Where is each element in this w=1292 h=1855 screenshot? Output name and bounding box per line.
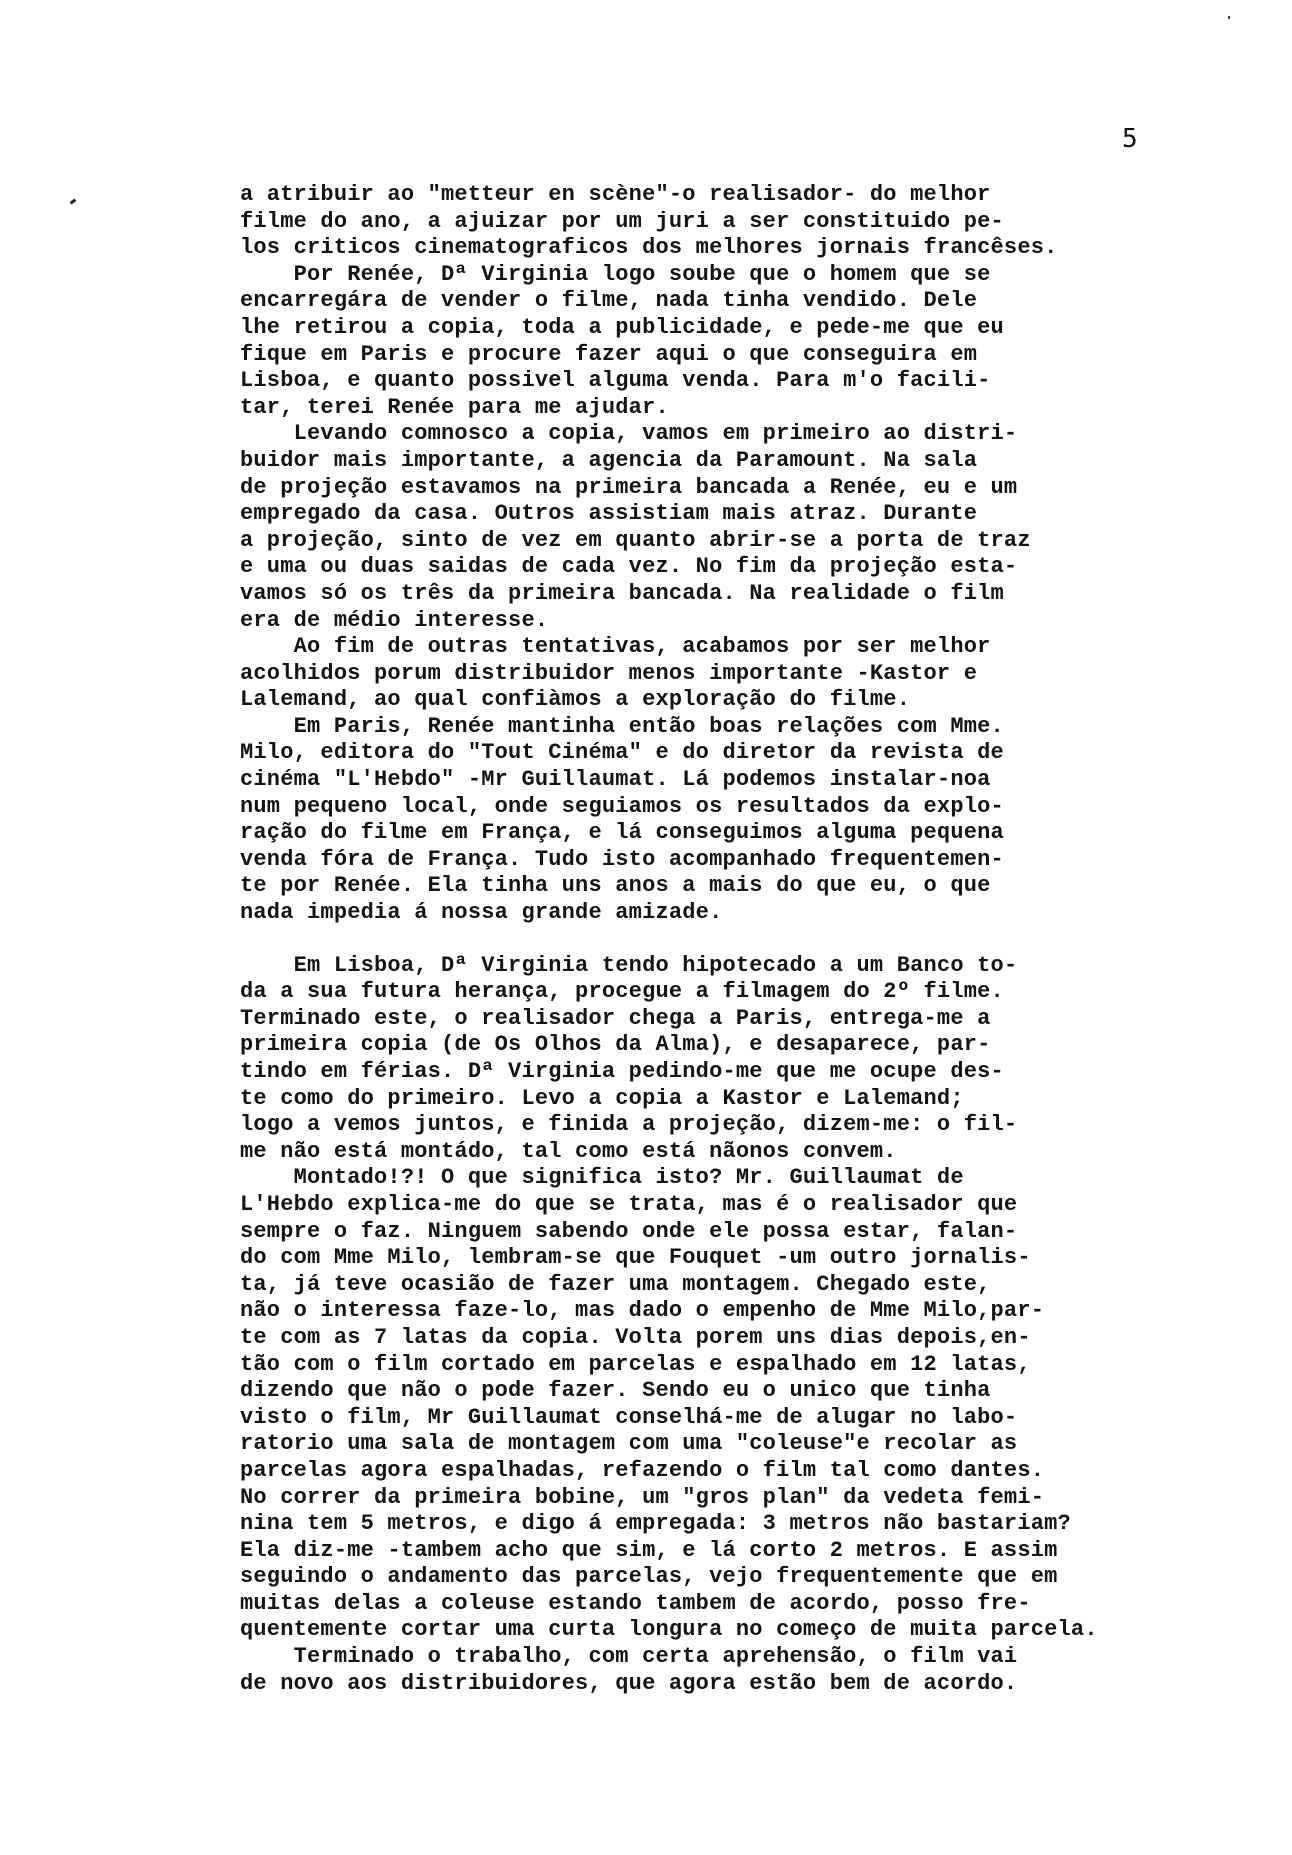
text-line: Em Paris, Renée mantinha então boas relações com Mme. xyxy=(240,713,1004,739)
text-line: não o interessa faze-lo, mas dado o empenho de Mme Milo,par- xyxy=(240,1298,1045,1324)
text-line: tindo em férias. Dª Virginia pedindo-me que me ocupe des- xyxy=(240,1059,1004,1084)
page-number: 5 xyxy=(1122,124,1138,154)
text-line: ta, já teve ocasião de fazer uma montagem. Chegado este, xyxy=(240,1271,991,1297)
text-line: de projeção estavamos na primeira bancada a Renée, eu e um xyxy=(240,474,1018,500)
text-line: sempre o faz. Ninguem sabendo onde ele possa estar, falan- xyxy=(240,1218,1018,1244)
text-line: Lalemand, ao qual confiàmos a exploração do filme. xyxy=(240,687,911,713)
body-text xyxy=(240,182,1250,1697)
text-line: Milo, editora do "Tout Cinéma" e do diretor da revista de xyxy=(240,740,1004,766)
text-line: tão com o film cortado em parcelas e espalhado em 12 latas, xyxy=(240,1351,1031,1377)
text-line: num pequeno local, onde seguiamos os resultados da explo- xyxy=(240,793,1004,819)
text-line: parcelas agora espalhadas, refazendo o film tal como dantes. xyxy=(240,1457,1045,1483)
text-line: muitas delas a coleuse estando tambem de acordo, posso fre- xyxy=(240,1590,1031,1616)
text-line: venda fóra de França. Tudo isto acompanhado frequentemen- xyxy=(240,846,1004,872)
paragraph-gap xyxy=(240,927,1250,953)
text-line: Em Lisboa, Dª Virginia tendo hipotecado a um Banco to- xyxy=(240,952,1018,978)
text-line: visto o film, Mr Guillaumat conselhá-me de alugar no labo- xyxy=(240,1404,1018,1430)
text-line: Terminado o trabalho, com certa aprehensão, o film vai xyxy=(240,1644,1018,1670)
text-line: los criticos cinematograficos dos melhores jornais francêses. xyxy=(240,235,1058,261)
text-line: a atribuir ao "metteur en scène"-o realisador- do melhor xyxy=(240,182,991,207)
text-line: acolhidos porum distribuidor menos importante -Kastor e xyxy=(240,660,978,686)
text-line: empregado da casa. Outros assistiam mais atraz. Durante xyxy=(240,501,978,527)
text-line: Por Renée, Dª Virginia logo soube que o homem que se xyxy=(240,261,991,287)
text-line: ratorio uma sala de montagem com uma "coleuse"e recolar as xyxy=(240,1431,1018,1457)
scan-speck xyxy=(1228,16,1230,19)
text-line: filme do ano, a ajuizar por um juri a ser constituido pe- xyxy=(240,208,1004,234)
margin-mark xyxy=(70,199,77,205)
text-line: te com as 7 latas da copia. Volta porem uns dias depois,en- xyxy=(240,1324,1031,1350)
text-line: a projeção, sinto de vez em quanto abrir-se a porta de traz xyxy=(240,527,1031,553)
text-line: e uma ou duas saidas de cada vez. No fim da projeção esta- xyxy=(240,554,1018,580)
text-line: da a sua futura herança, procegue a filmagem do 2º filme. xyxy=(240,979,1004,1005)
text-line: nina tem 5 metros, e digo á empregada: 3 metros não bastariam? xyxy=(240,1511,1071,1537)
text-line: Levando comnosco a copia, vamos em primeiro ao distri- xyxy=(240,421,1018,447)
text-line: seguindo o andamento das parcelas, vejo frequentemente que em xyxy=(240,1564,1058,1590)
text-line: vamos só os três da primeira bancada. Na realidade o film xyxy=(240,580,1004,606)
text-line: L'Hebdo explica-me do que se trata, mas é o realisador que xyxy=(240,1191,1018,1217)
text-line: Montado!?! O que significa isto? Mr. Guillaumat de xyxy=(240,1165,964,1191)
text-line: nada impedia á nossa grande amizade. xyxy=(240,900,723,926)
text-line: Terminado este, o realisador chega a Paris, entrega-me a xyxy=(240,1005,991,1031)
text-line: te como do primeiro. Levo a copia a Kastor e Lalemand; xyxy=(240,1085,964,1111)
text-line: encarregára de vender o filme, nada tinha vendido. Dele xyxy=(240,288,978,314)
text-line: te por Renée. Ela tinha uns anos a mais do que eu, o que xyxy=(240,873,991,899)
text-line: No correr da primeira bobine, um "gros plan" da vedeta femi- xyxy=(240,1484,1045,1510)
text-line: cinéma "L'Hebdo" -Mr Guillaumat. Lá podemos instalar-noa xyxy=(240,767,991,793)
text-line: era de médio interesse. xyxy=(240,607,549,633)
text-line: de novo aos distribuidores, que agora estão bem de acordo. xyxy=(240,1670,1018,1696)
text-line: do com Mme Milo, lembram-se que Fouquet -um outro jornalis- xyxy=(240,1245,1031,1271)
text-line: quentemente cortar uma curta longura no começo de muita parcela. xyxy=(240,1617,1098,1643)
text-line: Ao fim de outras tentativas, acabamos por ser melhor xyxy=(240,634,991,660)
text-line: lhe retirou a copia, toda a publicidade, e pede-me que eu xyxy=(240,314,1004,340)
text-line: logo a vemos juntos, e finida a projeção, dizem-me: o fil- xyxy=(240,1112,1018,1138)
text-line: primeira copia (de Os Olhos da Alma), e desaparece, par- xyxy=(240,1032,991,1058)
text-line: Lisboa, e quanto possivel alguma venda. Para m'o facili- xyxy=(240,368,991,394)
text-line: tar, terei Renée para me ajudar. xyxy=(240,394,669,420)
text-line: buidor mais importante, a agencia da Paramount. Na sala xyxy=(240,447,978,473)
text-line: dizendo que não o pode fazer. Sendo eu o unico que tinha xyxy=(240,1378,991,1404)
text-line: ração do filme em França, e lá conseguimos alguma pequena xyxy=(240,820,1004,846)
text-line: Ela diz-me -tambem acho que sim, e lá corto 2 metros. E assim xyxy=(240,1537,1058,1563)
text-line: fique em Paris e procure fazer aqui o que conseguira em xyxy=(240,341,978,367)
text-line: me não está montádo, tal como está nãonos convem. xyxy=(240,1138,897,1164)
